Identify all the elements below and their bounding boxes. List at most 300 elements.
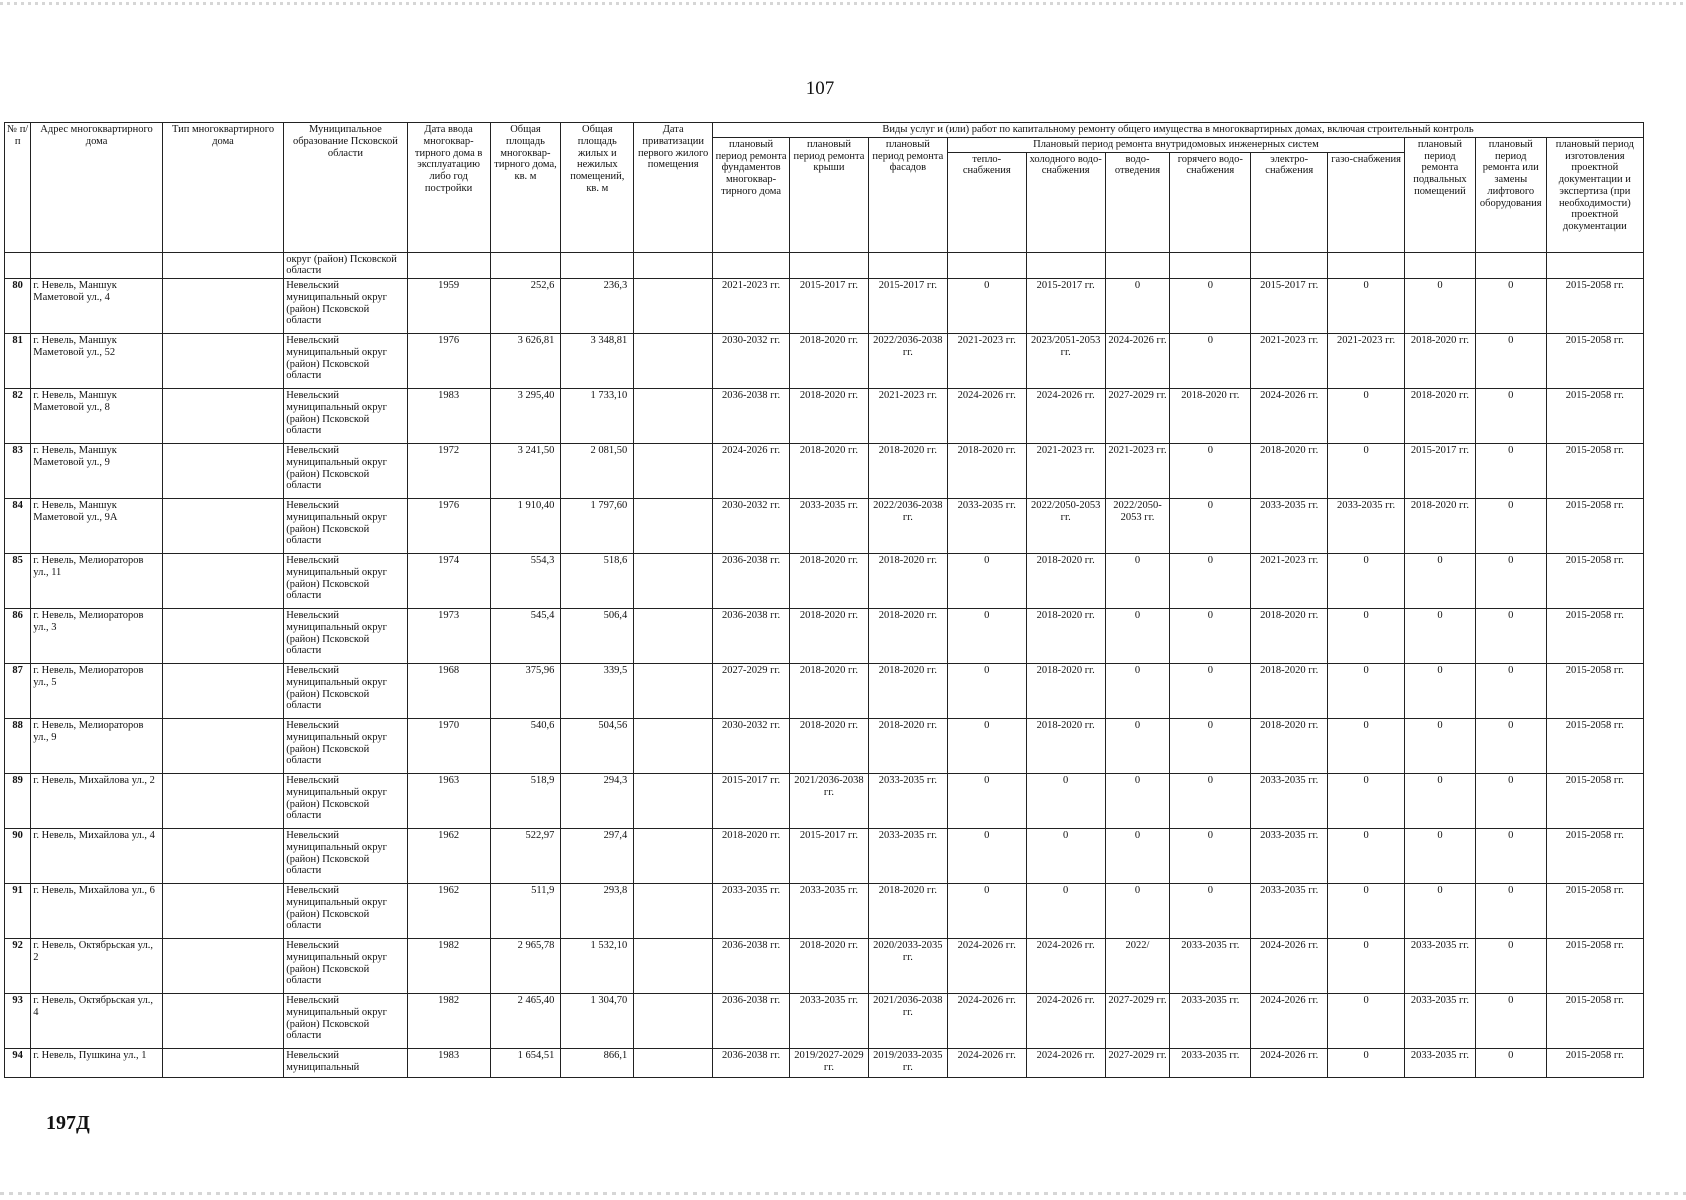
cell-type	[162, 444, 283, 499]
cell-heat: 0	[947, 829, 1026, 884]
cell-roof: 2018-2020 гг.	[790, 939, 869, 994]
cell-electric: 2018-2020 гг.	[1251, 719, 1328, 774]
cell-heat: 0	[947, 554, 1026, 609]
cell-address: г. Невель, Маншук Маметовой ул., 9	[31, 444, 163, 499]
cell-foundation: 2018-2020 гг.	[713, 829, 790, 884]
cell-address: г. Невель, Мелиораторов ул., 3	[31, 609, 163, 664]
cell-hot-water: 0	[1170, 664, 1251, 719]
cell-design: 2015-2058 гг.	[1546, 994, 1643, 1049]
cell-facade: 2018-2020 гг.	[868, 664, 947, 719]
cell-roof: 2019/2027-2029 гг.	[790, 1049, 869, 1078]
cont-cell	[1026, 252, 1105, 279]
cell-facade: 2018-2020 гг.	[868, 554, 947, 609]
cell-num: 93	[5, 994, 31, 1049]
cont-cell	[1546, 252, 1643, 279]
cell-facade: 2021/2036-2038 гг.	[868, 994, 947, 1049]
header-num: № п/п	[5, 123, 31, 253]
cell-roof: 2033-2035 гг.	[790, 994, 869, 1049]
cell-basement: 0	[1405, 719, 1476, 774]
cont-cell	[490, 252, 561, 279]
cont-cell	[713, 252, 790, 279]
cell-design: 2015-2058 гг.	[1546, 334, 1643, 389]
cell-gas: 0	[1328, 1049, 1405, 1078]
cell-type	[162, 939, 283, 994]
cell-roof: 2018-2020 гг.	[790, 389, 869, 444]
cell-sewer: 0	[1105, 774, 1170, 829]
header-gas: газо-снабжения	[1328, 152, 1405, 252]
cell-sewer: 0	[1105, 719, 1170, 774]
cell-privatization	[634, 774, 713, 829]
cell-foundation: 2030-2032 гг.	[713, 334, 790, 389]
cell-num: 80	[5, 279, 31, 334]
cell-municipality: Невельский муниципальный округ (район) Псковской области	[284, 444, 407, 499]
cont-cell	[947, 252, 1026, 279]
header-roof: плановый период ремонта крыши	[790, 137, 869, 252]
cell-gas: 0	[1328, 279, 1405, 334]
header-year: Дата ввода многоквар-тирного дома в эксплуатацию либо год постройки	[407, 123, 490, 253]
cell-address: г. Невель, Маншук Маметовой ул., 4	[31, 279, 163, 334]
cell-basement: 0	[1405, 554, 1476, 609]
cell-roof: 2018-2020 гг.	[790, 609, 869, 664]
cell-type	[162, 884, 283, 939]
cell-total-area: 3 241,50	[490, 444, 561, 499]
cell-roof: 2018-2020 гг.	[790, 334, 869, 389]
cell-year: 1959	[407, 279, 490, 334]
cell-type	[162, 774, 283, 829]
table-row	[5, 664, 1644, 719]
cell-foundation: 2036-2038 гг.	[713, 1049, 790, 1078]
cell-municipality: Невельский муниципальный округ (район) Псковской области	[284, 829, 407, 884]
cell-foundation: 2030-2032 гг.	[713, 719, 790, 774]
cell-living-area: 1 304,70	[561, 994, 634, 1049]
cell-municipality: Невельский муниципальный округ (район) Псковской области	[284, 939, 407, 994]
cell-year: 1983	[407, 1049, 490, 1078]
cell-type	[162, 554, 283, 609]
cont-cell	[31, 252, 163, 279]
cell-sewer: 0	[1105, 609, 1170, 664]
cell-cold-water: 2018-2020 гг.	[1026, 554, 1105, 609]
cell-facade: 2018-2020 гг.	[868, 444, 947, 499]
cell-facade: 2033-2035 гг.	[868, 829, 947, 884]
cell-basement: 0	[1405, 664, 1476, 719]
cell-gas: 0	[1328, 444, 1405, 499]
cell-privatization	[634, 829, 713, 884]
cell-basement: 2033-2035 гг.	[1405, 939, 1476, 994]
table-row	[5, 829, 1644, 884]
table-row	[5, 939, 1644, 994]
cell-roof: 2021/2036-2038 гг.	[790, 774, 869, 829]
cell-total-area: 554,3	[490, 554, 561, 609]
header-services-group: Виды услуг и (или) работ по капитальному ремонту общего имущества в многоквартирных домах, включая строительный контроль	[713, 123, 1644, 138]
cell-design: 2015-2058 гг.	[1546, 884, 1643, 939]
header-elevator: плановый период ремонта или замены лифтового оборудования	[1475, 137, 1546, 252]
cont-cell	[407, 252, 490, 279]
cell-electric: 2033-2035 гг.	[1251, 774, 1328, 829]
cell-elevator: 0	[1475, 609, 1546, 664]
cell-facade: 2021-2023 гг.	[868, 389, 947, 444]
cell-sewer: 2022/	[1105, 939, 1170, 994]
cell-address: г. Невель, Маншук Маметовой ул., 8	[31, 389, 163, 444]
cell-num: 82	[5, 389, 31, 444]
cell-type	[162, 334, 283, 389]
cell-year: 1968	[407, 664, 490, 719]
cont-cell	[1405, 252, 1476, 279]
cell-electric: 2024-2026 гг.	[1251, 994, 1328, 1049]
cell-year: 1976	[407, 499, 490, 554]
cell-basement: 2018-2020 гг.	[1405, 499, 1476, 554]
cell-facade: 2019/2033-2035 гг.	[868, 1049, 947, 1078]
cell-cold-water: 2021-2023 гг.	[1026, 444, 1105, 499]
cell-total-area: 3 295,40	[490, 389, 561, 444]
cell-privatization	[634, 664, 713, 719]
cell-hot-water: 0	[1170, 609, 1251, 664]
cell-living-area: 1 532,10	[561, 939, 634, 994]
cell-municipality: Невельский муниципальный округ (район) Псковской области	[284, 499, 407, 554]
cell-living-area: 236,3	[561, 279, 634, 334]
cell-sewer: 2022/2050-2053 гг.	[1105, 499, 1170, 554]
cell-cold-water: 0	[1026, 774, 1105, 829]
cell-gas: 0	[1328, 719, 1405, 774]
cell-elevator: 0	[1475, 499, 1546, 554]
cell-design: 2015-2058 гг.	[1546, 389, 1643, 444]
cell-design: 2015-2058 гг.	[1546, 664, 1643, 719]
continuation-municipality: округ (район) Псковской области	[284, 252, 407, 279]
cont-cell	[634, 252, 713, 279]
cell-privatization	[634, 939, 713, 994]
header-basement: плановый период ремонта подвальных помещений	[1405, 137, 1476, 252]
table-row	[5, 1049, 1644, 1078]
cell-living-area: 294,3	[561, 774, 634, 829]
cell-design: 2015-2058 гг.	[1546, 829, 1643, 884]
cell-address: г. Невель, Михайлова ул., 4	[31, 829, 163, 884]
cell-cold-water: 2024-2026 гг.	[1026, 994, 1105, 1049]
cell-gas: 0	[1328, 994, 1405, 1049]
cell-living-area: 518,6	[561, 554, 634, 609]
cont-cell	[1475, 252, 1546, 279]
cell-basement: 0	[1405, 609, 1476, 664]
header-heat: тепло-снабжения	[947, 152, 1026, 252]
scan-edge-bottom	[0, 1192, 1686, 1195]
cell-sewer: 0	[1105, 279, 1170, 334]
cell-type	[162, 829, 283, 884]
table-row	[5, 389, 1644, 444]
cell-privatization	[634, 609, 713, 664]
cell-electric: 2021-2023 гг.	[1251, 334, 1328, 389]
cell-foundation: 2015-2017 гг.	[713, 774, 790, 829]
cell-hot-water: 0	[1170, 719, 1251, 774]
cell-living-area: 293,8	[561, 884, 634, 939]
cell-roof: 2033-2035 гг.	[790, 499, 869, 554]
cell-privatization	[634, 719, 713, 774]
cell-address: г. Невель, Михайлова ул., 6	[31, 884, 163, 939]
cell-heat: 2024-2026 гг.	[947, 994, 1026, 1049]
cell-sewer: 2021-2023 гг.	[1105, 444, 1170, 499]
cell-sewer: 0	[1105, 884, 1170, 939]
header-privatization: Дата приватизации первого жилого помещения	[634, 123, 713, 253]
cell-heat: 2021-2023 гг.	[947, 334, 1026, 389]
cell-facade: 2020/2033-2035 гг.	[868, 939, 947, 994]
page-number: 107	[805, 78, 835, 99]
cell-roof: 2018-2020 гг.	[790, 719, 869, 774]
cell-privatization	[634, 279, 713, 334]
cell-living-area: 339,5	[561, 664, 634, 719]
cell-gas: 0	[1328, 939, 1405, 994]
cell-municipality: Невельский муниципальный округ (район) Псковской области	[284, 774, 407, 829]
cell-year: 1976	[407, 334, 490, 389]
cell-electric: 2024-2026 гг.	[1251, 1049, 1328, 1078]
cell-privatization	[634, 554, 713, 609]
cell-hot-water: 0	[1170, 334, 1251, 389]
repair-schedule-table-wrap	[4, 122, 1644, 1078]
cell-design: 2015-2058 гг.	[1546, 279, 1643, 334]
cell-elevator: 0	[1475, 884, 1546, 939]
cell-municipality: Невельский муниципальный округ (район) Псковской области	[284, 389, 407, 444]
cell-hot-water: 0	[1170, 884, 1251, 939]
cell-cold-water: 2024-2026 гг.	[1026, 1049, 1105, 1078]
cell-privatization	[634, 884, 713, 939]
cell-municipality: Невельский муниципальный	[284, 1049, 407, 1078]
cell-sewer: 0	[1105, 829, 1170, 884]
cell-basement: 2018-2020 гг.	[1405, 389, 1476, 444]
cell-design: 2015-2058 гг.	[1546, 609, 1643, 664]
header-hot-water: горячего водо-снабжения	[1170, 152, 1251, 252]
header-design: плановый период изготовления проектной документации и экспертиза (при необходимости) проектной документации	[1546, 137, 1643, 252]
cell-heat: 0	[947, 664, 1026, 719]
cell-facade: 2022/2036-2038 гг.	[868, 499, 947, 554]
cell-num: 83	[5, 444, 31, 499]
cell-electric: 2018-2020 гг.	[1251, 609, 1328, 664]
cell-type	[162, 609, 283, 664]
cell-year: 1962	[407, 829, 490, 884]
table-row	[5, 774, 1644, 829]
header-row-1	[5, 123, 1644, 138]
cell-privatization	[634, 499, 713, 554]
cell-electric: 2024-2026 гг.	[1251, 939, 1328, 994]
cell-total-area: 2 465,40	[490, 994, 561, 1049]
cell-heat: 0	[947, 279, 1026, 334]
table-row	[5, 884, 1644, 939]
table-row	[5, 334, 1644, 389]
cell-address: г. Невель, Октябрьская ул., 2	[31, 939, 163, 994]
table-row	[5, 444, 1644, 499]
cell-roof: 2015-2017 гг.	[790, 829, 869, 884]
cell-type	[162, 389, 283, 444]
header-total-area: Общая площадь многоквар-тирного дома, кв. м	[490, 123, 561, 253]
cell-design: 2015-2058 гг.	[1546, 719, 1643, 774]
cell-living-area: 1 797,60	[561, 499, 634, 554]
cell-roof: 2018-2020 гг.	[790, 664, 869, 719]
cell-num: 89	[5, 774, 31, 829]
cell-total-area: 545,4	[490, 609, 561, 664]
cell-hot-water: 2033-2035 гг.	[1170, 939, 1251, 994]
cell-elevator: 0	[1475, 774, 1546, 829]
cell-address: г. Невель, Мелиораторов ул., 9	[31, 719, 163, 774]
cell-basement: 0	[1405, 829, 1476, 884]
cell-num: 81	[5, 334, 31, 389]
table-body	[5, 252, 1644, 1078]
cell-cold-water: 2015-2017 гг.	[1026, 279, 1105, 334]
cell-cold-water: 2022/2050-2053 гг.	[1026, 499, 1105, 554]
cell-num: 88	[5, 719, 31, 774]
cell-electric: 2018-2020 гг.	[1251, 664, 1328, 719]
cell-electric: 2015-2017 гг.	[1251, 279, 1328, 334]
cell-total-area: 540,6	[490, 719, 561, 774]
cell-hot-water: 0	[1170, 499, 1251, 554]
cell-design: 2015-2058 гг.	[1546, 774, 1643, 829]
cell-cold-water: 2018-2020 гг.	[1026, 664, 1105, 719]
cell-total-area: 3 626,81	[490, 334, 561, 389]
cell-municipality: Невельский муниципальный округ (район) Псковской области	[284, 884, 407, 939]
cell-design: 2015-2058 гг.	[1546, 1049, 1643, 1078]
cell-gas: 0	[1328, 664, 1405, 719]
cell-foundation: 2036-2038 гг.	[713, 554, 790, 609]
cont-cell	[1105, 252, 1170, 279]
cell-municipality: Невельский муниципальный округ (район) Псковской области	[284, 554, 407, 609]
cell-cold-water: 0	[1026, 884, 1105, 939]
cell-living-area: 506,4	[561, 609, 634, 664]
cell-sewer: 0	[1105, 554, 1170, 609]
cell-sewer: 2024-2026 гг.	[1105, 334, 1170, 389]
header-type: Тип многоквартирного дома	[162, 123, 283, 253]
cell-num: 94	[5, 1049, 31, 1078]
cell-sewer: 2027-2029 гг.	[1105, 389, 1170, 444]
footer-code: 197Д	[46, 1112, 90, 1134]
cell-heat: 2033-2035 гг.	[947, 499, 1026, 554]
cell-electric: 2021-2023 гг.	[1251, 554, 1328, 609]
cell-facade: 2015-2017 гг.	[868, 279, 947, 334]
cell-num: 84	[5, 499, 31, 554]
cell-total-area: 1 910,40	[490, 499, 561, 554]
header-systems-group: Плановый период ремонта внутридомовых инженерных систем	[947, 137, 1404, 152]
cell-roof: 2018-2020 гг.	[790, 554, 869, 609]
cell-year: 1963	[407, 774, 490, 829]
cell-gas: 0	[1328, 884, 1405, 939]
cell-gas: 2033-2035 гг.	[1328, 499, 1405, 554]
cell-living-area: 1 733,10	[561, 389, 634, 444]
table-row	[5, 554, 1644, 609]
cell-living-area: 866,1	[561, 1049, 634, 1078]
cell-elevator: 0	[1475, 994, 1546, 1049]
cell-elevator: 0	[1475, 444, 1546, 499]
cell-privatization	[634, 334, 713, 389]
header-living-area: Общая площадь жилых и нежилых помещений, кв. м	[561, 123, 634, 253]
cell-total-area: 511,9	[490, 884, 561, 939]
cell-hot-water: 2018-2020 гг.	[1170, 389, 1251, 444]
cell-address: г. Невель, Октябрьская ул., 4	[31, 994, 163, 1049]
cell-privatization	[634, 994, 713, 1049]
cell-basement: 2015-2017 гг.	[1405, 444, 1476, 499]
cell-living-area: 504,56	[561, 719, 634, 774]
cell-elevator: 0	[1475, 389, 1546, 444]
cell-roof: 2033-2035 гг.	[790, 884, 869, 939]
cell-facade: 2018-2020 гг.	[868, 609, 947, 664]
cell-living-area: 2 081,50	[561, 444, 634, 499]
cell-type	[162, 499, 283, 554]
table-row	[5, 994, 1644, 1049]
cell-cold-water: 2018-2020 гг.	[1026, 609, 1105, 664]
cell-type	[162, 664, 283, 719]
cell-year: 1972	[407, 444, 490, 499]
header-facade: плановый период ремонта фасадов	[868, 137, 947, 252]
table-row	[5, 499, 1644, 554]
cell-num: 91	[5, 884, 31, 939]
cell-roof: 2015-2017 гг.	[790, 279, 869, 334]
cell-municipality: Невельский муниципальный округ (район) Псковской области	[284, 279, 407, 334]
cell-electric: 2033-2035 гг.	[1251, 884, 1328, 939]
cell-living-area: 297,4	[561, 829, 634, 884]
cell-hot-water: 2033-2035 гг.	[1170, 994, 1251, 1049]
cell-design: 2015-2058 гг.	[1546, 499, 1643, 554]
cell-address: г. Невель, Пушкина ул., 1	[31, 1049, 163, 1078]
cell-heat: 2024-2026 гг.	[947, 1049, 1026, 1078]
cell-basement: 0	[1405, 774, 1476, 829]
cell-num: 85	[5, 554, 31, 609]
cell-basement: 0	[1405, 884, 1476, 939]
cell-address: г. Невель, Маншук Маметовой ул., 9А	[31, 499, 163, 554]
cell-year: 1982	[407, 994, 490, 1049]
cell-facade: 2018-2020 гг.	[868, 719, 947, 774]
cell-elevator: 0	[1475, 719, 1546, 774]
cell-electric: 2018-2020 гг.	[1251, 444, 1328, 499]
cont-cell	[1251, 252, 1328, 279]
cell-elevator: 0	[1475, 279, 1546, 334]
cell-gas: 0	[1328, 609, 1405, 664]
cell-privatization	[634, 1049, 713, 1078]
cell-elevator: 0	[1475, 829, 1546, 884]
cell-foundation: 2036-2038 гг.	[713, 609, 790, 664]
cell-gas: 2021-2023 гг.	[1328, 334, 1405, 389]
cell-cold-water: 2024-2026 гг.	[1026, 939, 1105, 994]
cell-year: 1974	[407, 554, 490, 609]
cell-foundation: 2027-2029 гг.	[713, 664, 790, 719]
cell-total-area: 252,6	[490, 279, 561, 334]
cell-hot-water: 0	[1170, 444, 1251, 499]
cell-elevator: 0	[1475, 664, 1546, 719]
cell-heat: 2024-2026 гг.	[947, 939, 1026, 994]
cell-num: 90	[5, 829, 31, 884]
scan-edge-top	[0, 2, 1686, 5]
cell-facade: 2022/2036-2038 гг.	[868, 334, 947, 389]
cont-cell	[868, 252, 947, 279]
continuation-row	[5, 252, 1644, 279]
cell-year: 1962	[407, 884, 490, 939]
cell-hot-water: 0	[1170, 774, 1251, 829]
cell-privatization	[634, 444, 713, 499]
cell-year: 1970	[407, 719, 490, 774]
cell-elevator: 0	[1475, 939, 1546, 994]
cell-hot-water: 0	[1170, 829, 1251, 884]
cont-cell	[1328, 252, 1405, 279]
header-municipality: Муниципальное образование Псковской области	[284, 123, 407, 253]
cell-elevator: 0	[1475, 554, 1546, 609]
cell-total-area: 1 654,51	[490, 1049, 561, 1078]
cell-municipality: Невельский муниципальный округ (район) Псковской области	[284, 609, 407, 664]
cell-facade: 2033-2035 гг.	[868, 774, 947, 829]
cell-address: г. Невель, Маншук Маметовой ул., 52	[31, 334, 163, 389]
cell-municipality: Невельский муниципальный округ (район) Псковской области	[284, 664, 407, 719]
cell-heat: 0	[947, 609, 1026, 664]
cell-heat: 0	[947, 774, 1026, 829]
cell-municipality: Невельский муниципальный округ (район) Псковской области	[284, 994, 407, 1049]
header-electric: электро-снабжения	[1251, 152, 1328, 252]
cell-electric: 2024-2026 гг.	[1251, 389, 1328, 444]
cell-gas: 0	[1328, 389, 1405, 444]
cell-facade: 2018-2020 гг.	[868, 884, 947, 939]
cell-total-area: 522,97	[490, 829, 561, 884]
cell-cold-water: 2024-2026 гг.	[1026, 389, 1105, 444]
cell-heat: 2024-2026 гг.	[947, 389, 1026, 444]
header-foundation: плановый период ремонта фундаментов многоквар-тирного дома	[713, 137, 790, 252]
